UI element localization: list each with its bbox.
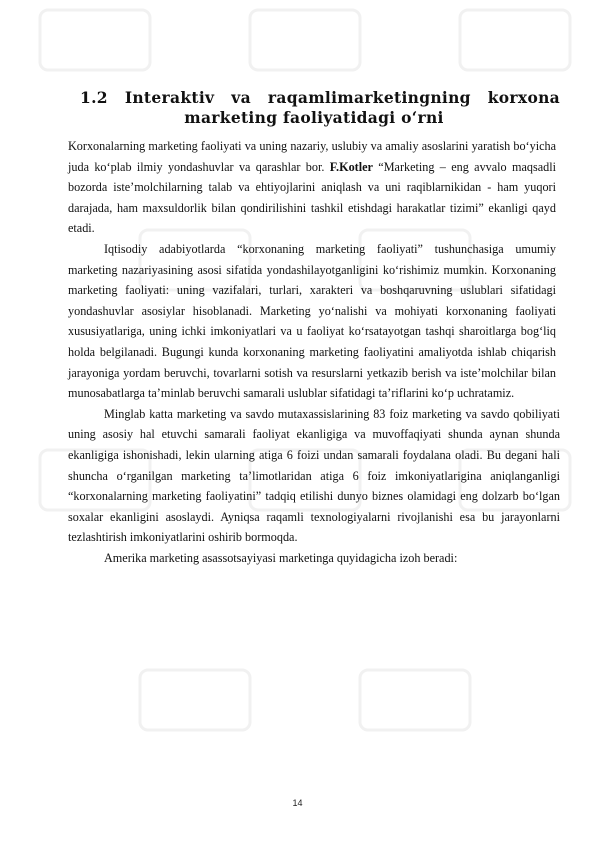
section-heading — [68, 88, 560, 128]
author-name: F.Kotler — [329, 159, 373, 174]
paragraph-1 — [68, 136, 556, 239]
paragraph-3: Minglab katta marketing va savdo mutaxassislarining 83 foiz marketing va savdo qobiliyati uning asosiy hal etuvchi samarali faoliyat ekanligiga va muvoffaqiyati shunda aynan shunda ekanligiga ishonishadi, lekin ularning atiga 6 foizi undan samarali foydalana oladi. Bu degani hali shuncha o‘rganilgan marketing ta’limotlaridan atiga 6 foiz imkoniyatlarigina aniqlanganligi “korxonalarning marketing faoliyatini” tadqiq etilishi dunyo biznes olamidagi eng dolzarb bo‘lgan soxalar ekanligini asoslaydi. Ayniqsa raqamli texnologiyalarni rivojlanishi esa bu jarayonlarni tezlashtirish imkoniyatlarini oshirib bormoqda. — [68, 406, 560, 545]
paragraph-1-text: Korxonalarning marketing faoliyati va uning nazariy, uslubiy va amaliy asoslarini yaratish bo‘yicha juda ko‘plab ilmiy yondashuvlar va qarashlar bor. — [68, 139, 556, 174]
paragraph-1-quote: “Marketing – eng avvalo maqsadli bozorda iste’molchilarning talab va ehtiyojlarini aniqlash va uni raqiblarnikidan - ham yuqori darajada, ham maxsuldorlik bilan qondirilishini tashkil etishdagi harakatlar tizimi” ekanligi qayd etadi. — [68, 159, 556, 236]
heading-line-1: 1.2 Interaktiv va raqamlimarketingning korxona — [80, 88, 560, 107]
document-page — [68, 88, 560, 568]
heading-line-2: marketing faoliyatidagi o‘rni — [184, 108, 444, 127]
page-number: 14 — [292, 798, 303, 808]
paragraph-4: Amerika marketing asassotsayiyasi marketinga quyidagicha izoh beradi: — [104, 550, 458, 565]
paragraph-2: Iqtisodiy adabiyotlarda “korxonaning marketing faoliyati” tushunchasiga umumiy marketing nazariyasining asosi sifatida yondashilayotganligini ko‘rishimiz mumkin. Korxonaning marketing faoliyati: uning vazifalari, turlari, xarakteri va boshqaruvning uslublari sifatidagi yondashuvlar asosiylar hisoblanadi. Marketing yo‘nalishi va mohiyati korxonaning faoliyati xususiyatlariga, uning ichki imkoniyatlari va u faoliyat ko‘rsatayotgan tashqi sharoitlarga bog‘liq holda belgilanadi. Bugungi kunda korxonaning marketing faoliyatini amaliyotda ishlab chiqarish jarayoniga yordam beruvchi, tovarlarni sotish va resurslarni yetkazib berish va iste’molchilar bilan munosabatlarga ta’minlab beruvchi samarali uslublar sifatidagi ta’riflarini ko‘p uchratamiz. — [68, 241, 556, 401]
